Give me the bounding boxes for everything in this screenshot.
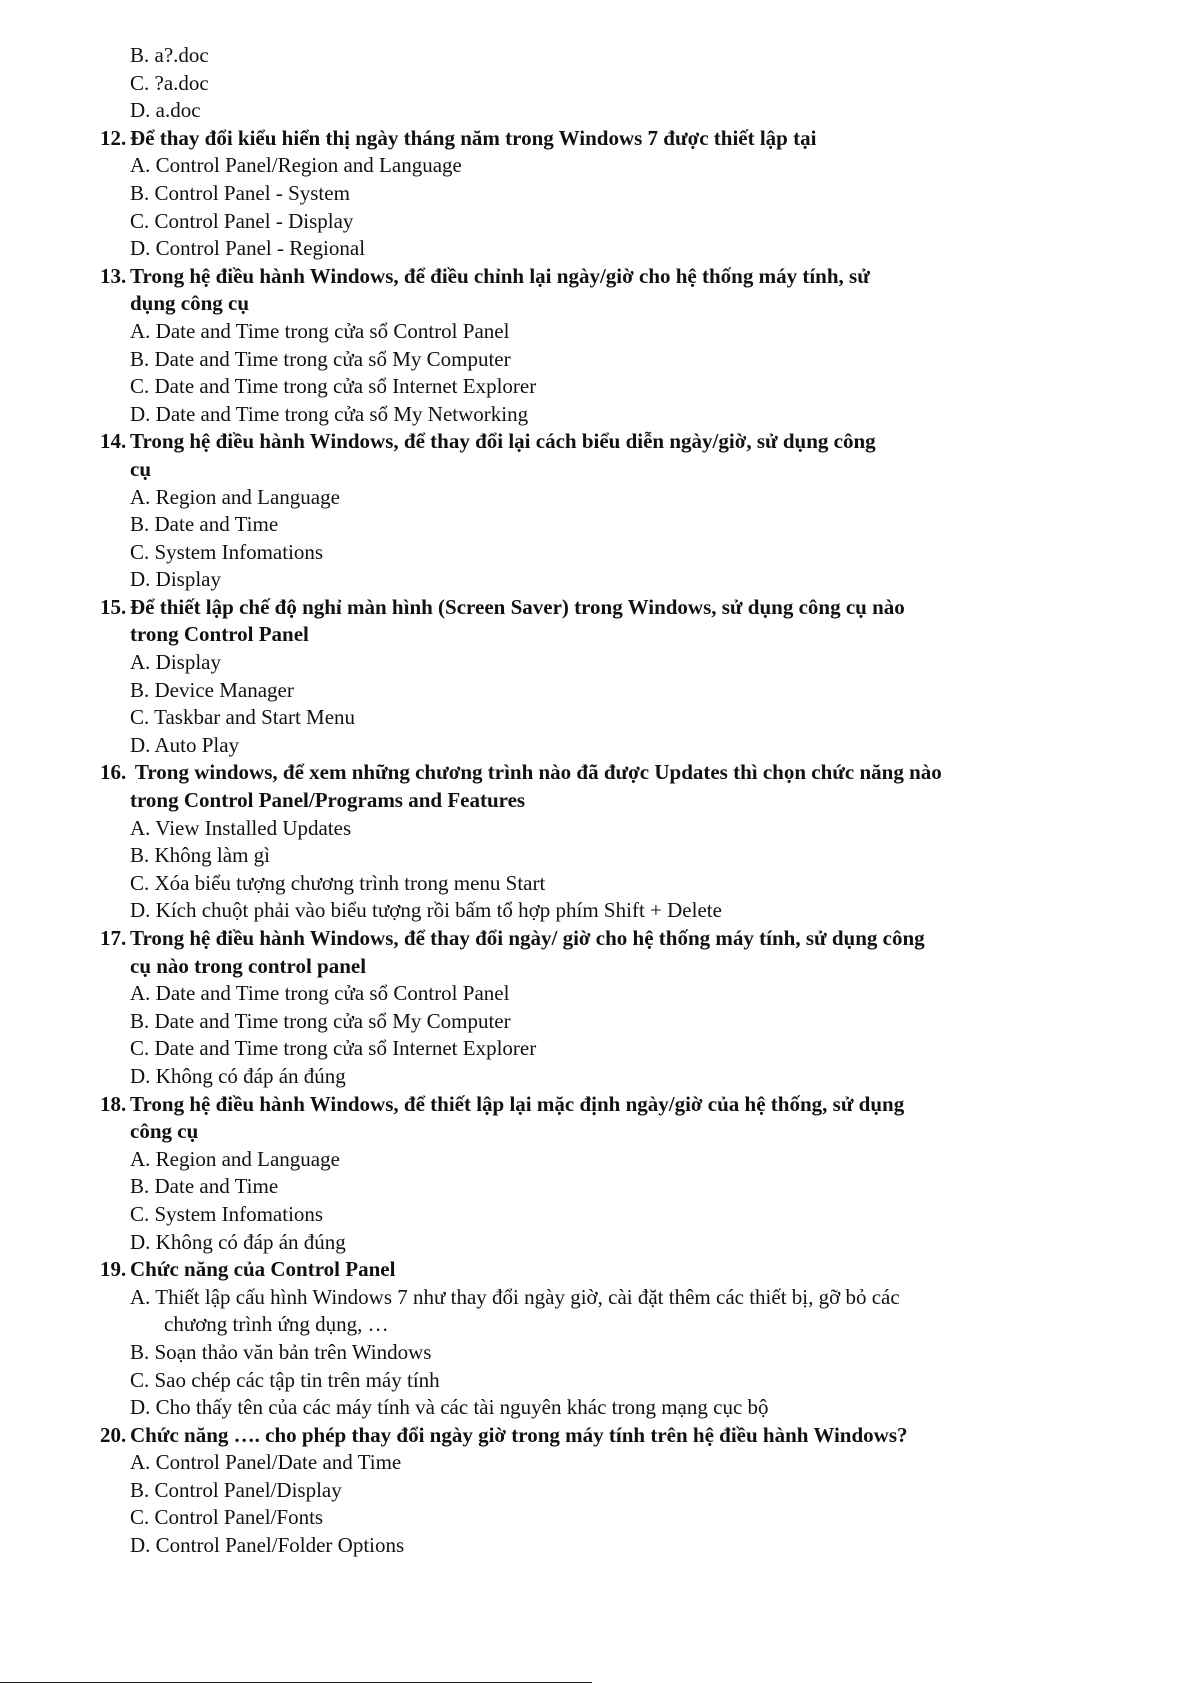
- question-text-continued: cụ: [130, 456, 151, 481]
- question-number: 16.: [100, 760, 127, 785]
- question-heading: [100, 263, 1100, 291]
- question-heading: [100, 1091, 1100, 1119]
- question-text: Trong windows, để xem những chương trình nào đã được Updates thì chọn chức năng nào: [130, 760, 942, 785]
- question-text: Trong hệ điều hành Windows, để điều chỉnh lại ngày/giờ cho hệ thống máy tính, sử: [130, 263, 870, 288]
- answer-option: A. Date and Time trong cửa sổ Control Panel: [130, 318, 510, 343]
- question-text: Để thiết lập chế độ nghỉ màn hình (Screen Saver) trong Windows, sử dụng công cụ nào: [130, 594, 905, 619]
- question-text: Để thay đổi kiểu hiển thị ngày tháng năm trong Windows 7 được thiết lập tại: [130, 125, 817, 150]
- question-text-continued: cụ nào trong control panel: [130, 953, 367, 978]
- question-number: 17.: [100, 926, 127, 950]
- question-number: 15.: [100, 594, 127, 619]
- answer-option: B. a?.doc: [130, 43, 209, 67]
- question-heading: [100, 1256, 1100, 1284]
- answer-option: C. Date and Time trong cửa sổ Internet Explorer: [130, 374, 537, 399]
- answer-option: A. Control Panel/Date and Time: [130, 1450, 402, 1475]
- question-text-continued: trong Control Panel: [130, 622, 309, 647]
- question-heading: [100, 428, 1100, 456]
- answer-option: B. Control Panel - System: [130, 180, 350, 205]
- answer-option: B. Date and Time trong cửa sổ My Computer: [130, 1008, 511, 1033]
- answer-option: D. Auto Play: [130, 732, 240, 757]
- answer-option-continued: chương trình ứng dụng, …: [164, 1312, 389, 1337]
- answer-option: A. Thiết lập cấu hình Windows 7 như thay đổi ngày giờ, cài đặt thêm các thiết bị, gỡ bỏ các: [130, 1284, 900, 1309]
- question-number: 19.: [100, 1257, 127, 1282]
- answer-option: D. Không có đáp án đúng: [130, 1229, 346, 1254]
- question-number: 20.: [100, 1422, 127, 1447]
- answer-option: C. Taskbar and Start Menu: [130, 705, 356, 730]
- answer-option: C. ?a.doc: [130, 70, 209, 95]
- answer-option: C. Date and Time trong cửa sổ Internet Explorer: [130, 1036, 537, 1061]
- answer-option: B. Date and Time: [130, 512, 279, 537]
- answer-option: B. Control Panel/Display: [130, 1477, 342, 1502]
- answer-option: A. Region and Language: [130, 1146, 340, 1171]
- answer-option: A. View Installed Updates: [130, 815, 352, 840]
- answer-option: B. Soạn thảo văn bản trên Windows: [130, 1339, 432, 1364]
- question-text: Trong hệ điều hành Windows, để thay đổi ngày/ giờ cho hệ thống máy tính, sử dụng công: [130, 926, 925, 950]
- footnote-separator: [0, 1682, 592, 1683]
- question-heading: [100, 594, 1100, 622]
- answer-option: D. a.doc: [130, 98, 201, 123]
- answer-option: D. Date and Time trong cửa sổ My Networking: [130, 401, 529, 426]
- answer-option: C. Sao chép các tập tin trên máy tính: [130, 1367, 440, 1392]
- question-number: 12.: [100, 125, 127, 150]
- question-text: Chức năng …. cho phép thay đổi ngày giờ trong máy tính trên hệ điều hành Windows?: [130, 1422, 908, 1447]
- answer-option: B. Date and Time trong cửa sổ My Computer: [130, 346, 511, 371]
- question-list: [100, 42, 1100, 1560]
- answer-option: A. Display: [130, 650, 221, 675]
- question-number: 13.: [100, 263, 127, 288]
- question-text-continued: công cụ: [130, 1119, 199, 1144]
- question-text-continued: trong Control Panel/Programs and Features: [130, 788, 526, 813]
- answer-option: D. Kích chuột phải vào biểu tượng rồi bấm tổ hợp phím Shift + Delete: [130, 898, 722, 923]
- answer-option: B. Date and Time: [130, 1174, 279, 1199]
- question-number: 18.: [100, 1091, 127, 1116]
- answer-option: C. System Infomations: [130, 1201, 324, 1226]
- answer-option: B. Device Manager: [130, 677, 294, 702]
- answer-option: D. Display: [130, 567, 221, 592]
- answer-option: D. Cho thấy tên của các máy tính và các tài nguyên khác trong mạng cục bộ: [130, 1395, 769, 1420]
- answer-option: A. Date and Time trong cửa sổ Control Panel: [130, 981, 510, 1006]
- question-text: Trong hệ điều hành Windows, để thay đổi lại cách biểu diễn ngày/giờ, sử dụng công: [130, 429, 876, 454]
- question-text: Chức năng của Control Panel: [130, 1257, 396, 1282]
- question-number: 14.: [100, 429, 127, 454]
- answer-option: D. Control Panel/Folder Options: [130, 1533, 405, 1558]
- answer-option: C. Xóa biểu tượng chương trình trong menu Start: [130, 870, 546, 895]
- answer-option: C. Control Panel/Fonts: [130, 1505, 324, 1530]
- answer-option: C. System Infomations: [130, 539, 324, 564]
- question-heading: [100, 125, 1100, 153]
- answer-option: A. Region and Language: [130, 484, 340, 509]
- answer-option: C. Control Panel - Display: [130, 208, 354, 233]
- answer-option: D. Control Panel - Regional: [130, 236, 366, 261]
- answer-option: D. Không có đáp án đúng: [130, 1063, 346, 1088]
- question-text-continued: dụng công cụ: [130, 291, 250, 316]
- question-heading: [100, 759, 1100, 787]
- question-heading: [100, 1422, 1100, 1450]
- question-text: Trong hệ điều hành Windows, để thiết lập lại mặc định ngày/giờ của hệ thống, sử dụng: [130, 1091, 905, 1116]
- answer-option: A. Control Panel/Region and Language: [130, 153, 462, 178]
- answer-option: B. Không làm gì: [130, 843, 270, 868]
- question-heading: [100, 925, 1100, 953]
